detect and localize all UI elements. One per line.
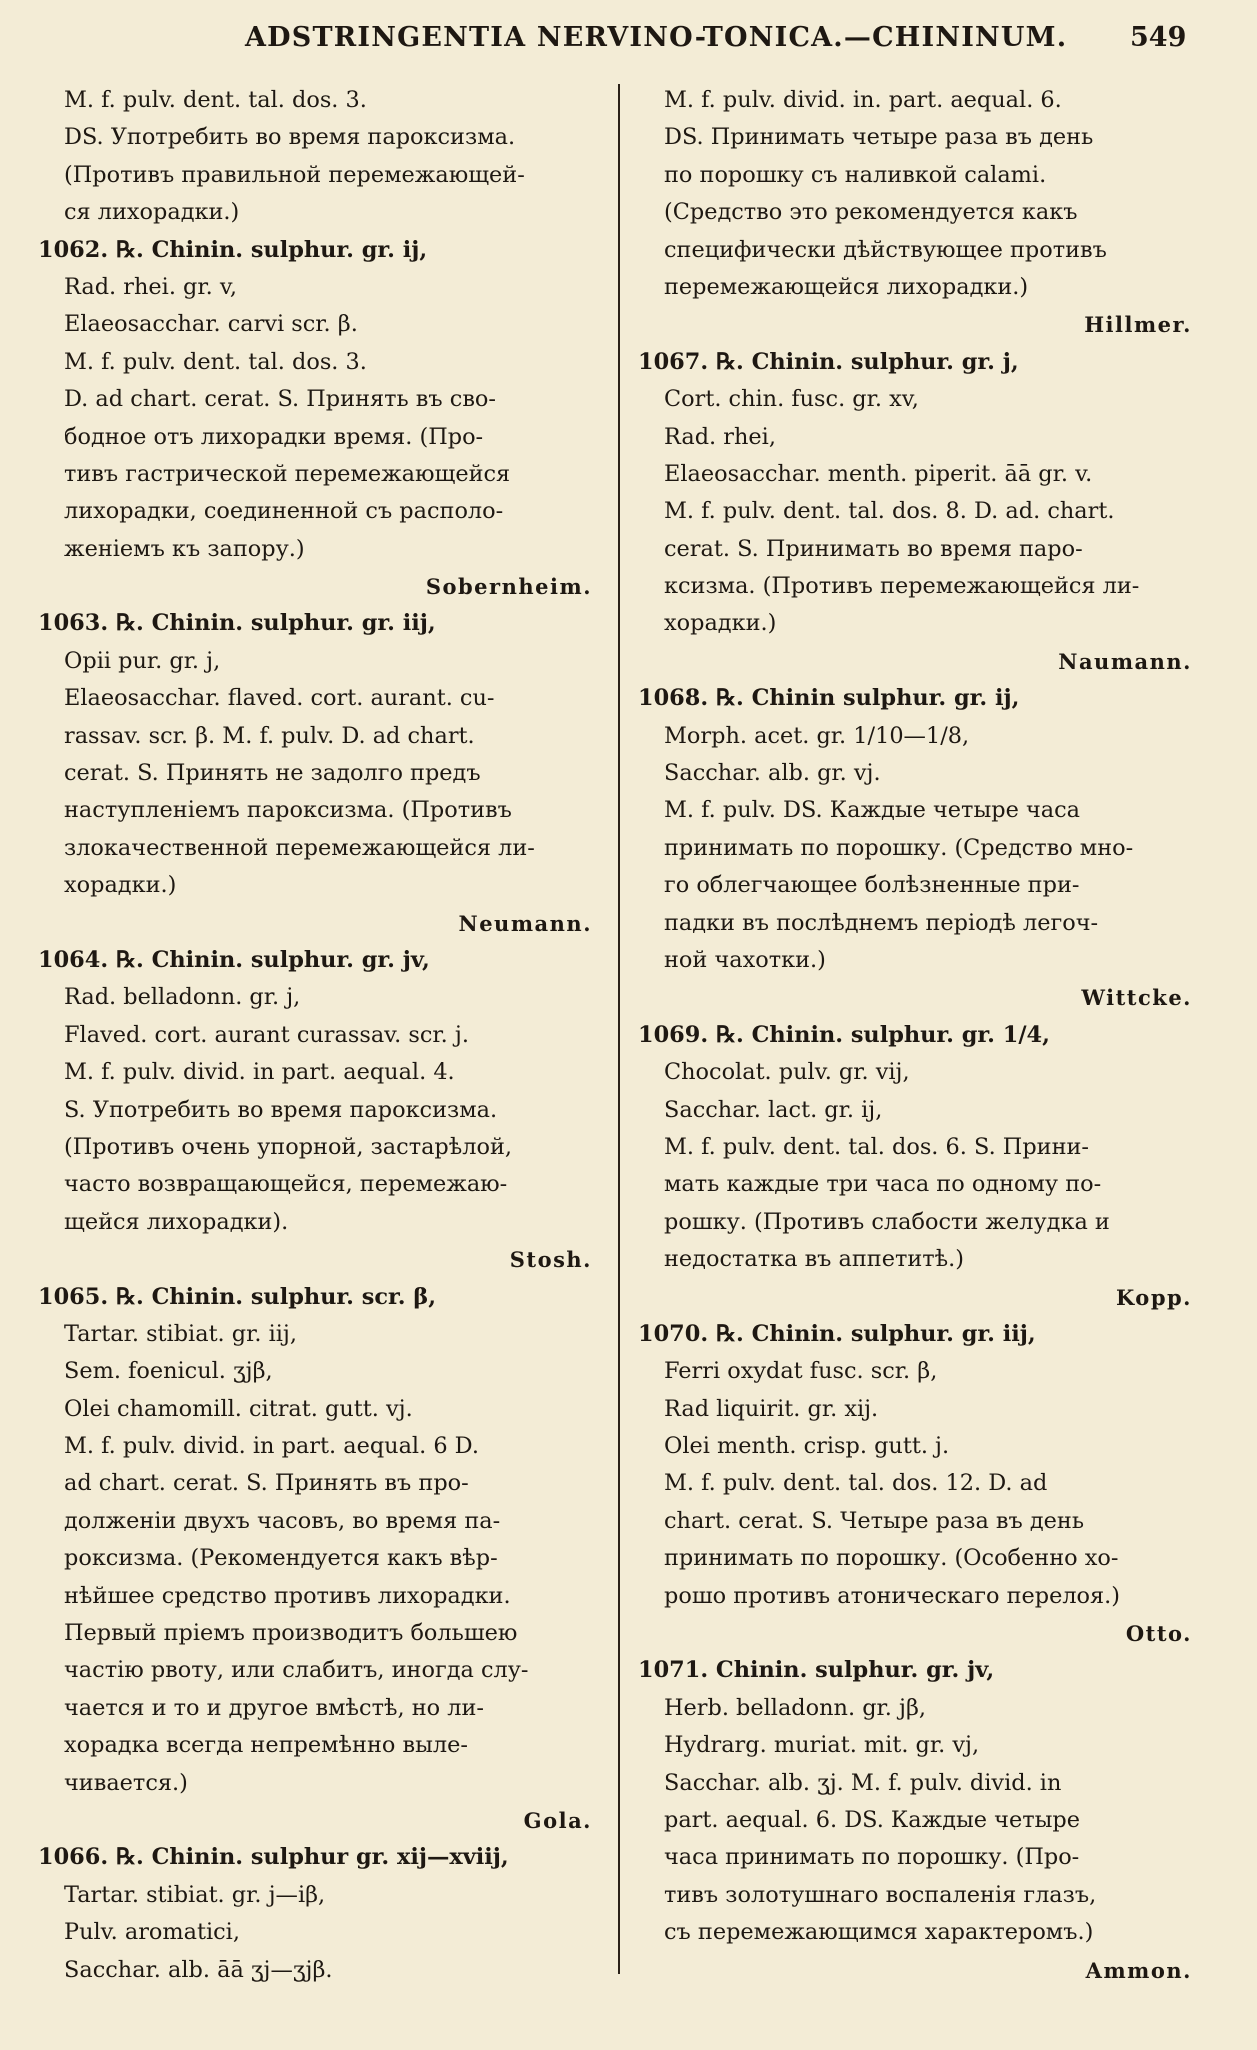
text-line: Flaved. cort. aurant curassav. scr. j.	[64, 1021, 469, 1048]
text-line: Первый пріемъ производитъ большею	[64, 1620, 518, 1647]
text-line: недостатка въ аппетитѣ.)	[664, 1246, 965, 1273]
author-attribution: Stosh.	[509, 1247, 592, 1273]
text-line: Sacchar. alb. āā ʒj—ʒjβ.	[64, 1956, 333, 1983]
text-line: Tartar. stibiat. gr. iij,	[64, 1320, 297, 1347]
running-header	[0, 22, 1257, 62]
text-line: rassav. scr. β. M. f. pulv. D. ad chart.	[64, 722, 475, 749]
header-title: ADSTRINGENTIA NERVINO-TONICA.—CHININUM.	[245, 22, 1068, 53]
text-line: Sacchar. lact. gr. ij,	[664, 1096, 883, 1123]
author-attribution: Otto.	[1125, 1621, 1192, 1647]
text-line: M. f. pulv. dent. tal. dos. 3.	[64, 87, 367, 113]
text-line: Cort. chin. fusc. gr. xv,	[664, 386, 919, 413]
text-line: (Средство это рекомендуется какъ	[664, 199, 1078, 226]
text-line: Olei menth. crisp. gutt. j.	[664, 1433, 950, 1460]
text-line: Pulv. aromatici,	[64, 1919, 240, 1946]
text-line: хорадки.)	[64, 872, 177, 899]
text-line: S. Употребить во время пароксизма.	[64, 1096, 498, 1123]
page-number: 549	[1130, 22, 1187, 53]
text-line: Rad. rhei. gr. v,	[64, 273, 237, 300]
text-line: cerat. S. Принять не задолго предъ	[64, 760, 481, 787]
text-line: Morph. acet. gr. 1/10—1/8,	[664, 722, 970, 749]
text-line: долженіи двухъ часовъ, во время па-	[64, 1507, 501, 1534]
text-line: Rad liquirit. gr. xij.	[664, 1395, 879, 1422]
prescription-heading: 1064. ℞. Chinin. sulphur. gr. jv,	[38, 946, 430, 973]
text-line: часто возвращающейся, перемежаю-	[64, 1171, 508, 1198]
text-line: мать каждые три часа по одному по-	[664, 1171, 1102, 1198]
prescription-heading: 1063. ℞. Chinin. sulphur. gr. iij,	[38, 610, 436, 637]
author-attribution: Neumann.	[458, 910, 592, 936]
prescription-heading: 1065. ℞. Chinin. sulphur. scr. β,	[38, 1283, 437, 1310]
prescription-heading: 1071. Chinin. sulphur. gr. jv,	[638, 1657, 995, 1684]
text-line: M. f. pulv. divid. in. part. aequal. 6.	[664, 87, 1062, 113]
text-line: ной чахотки.)	[664, 946, 826, 973]
text-line: ся лихорадки.)	[64, 199, 240, 226]
text-line: бодное отъ лихорадки время. (Про-	[64, 423, 484, 450]
prescription-heading: 1067. ℞. Chinin. sulphur. gr. j,	[638, 348, 1019, 375]
text-line: (Противъ правильной перемежающей-	[64, 161, 525, 188]
text-line: тивъ гастрической перемежающейся	[64, 460, 511, 487]
text-line: M. f. pulv. dent. tal. dos. 12. D. ad	[664, 1470, 1048, 1497]
text-line: рошо противъ атоническаго перелоя.)	[664, 1582, 1121, 1609]
text-line: cerat. S. Принимать во время паро-	[664, 535, 1083, 562]
text-line: хорадки.)	[664, 610, 777, 637]
column-divider	[618, 84, 620, 1974]
text-line: Herb. belladonn. gr. jβ,	[664, 1694, 927, 1721]
text-line: M. f. pulv. DS. Каждые четыре часа	[664, 797, 1081, 824]
text-line: принимать по порошку. (Средство мно-	[664, 834, 1134, 861]
text-line: Tartar. stibiat. gr. j—iβ,	[64, 1881, 326, 1908]
author-attribution: Sobernheim.	[425, 574, 592, 600]
text-line: Elaeosacchar. carvi scr. β.	[64, 311, 358, 338]
text-line: женіемъ къ запору.)	[64, 535, 305, 562]
text-line: съ перемежающимся характеромъ.)	[664, 1919, 1094, 1946]
text-line: роксизма. (Рекомендуется какъ вѣр-	[64, 1545, 498, 1572]
text-line: Opii pur. gr. j,	[64, 647, 221, 674]
text-line: наступленіемъ пароксизма. (Противъ	[64, 797, 512, 824]
text-line: Elaeosacchar. menth. piperit. āā gr. v.	[664, 460, 1093, 487]
text-line: специфически дѣйствующее противъ	[664, 236, 1107, 263]
text-line: M. f. pulv. dent. tal. dos. 6. S. Прини-	[664, 1133, 1089, 1160]
text-line: часа принимать по порошку. (Про-	[664, 1844, 1080, 1871]
text-line: чивается.)	[64, 1769, 188, 1796]
text-line: Rad. rhei,	[664, 423, 776, 450]
text-line: M. f. pulv. divid. in part. aequal. 4.	[64, 1059, 455, 1086]
text-line: chart. cerat. S. Четыре раза въ день	[664, 1507, 1085, 1534]
text-line: хорадка всегда непремѣнно выле-	[64, 1732, 468, 1759]
author-attribution: Ammon.	[1085, 1957, 1192, 1983]
text-line: лихорадки, соединенной съ располо-	[64, 498, 504, 525]
text-line: злокачественной перемежающейся ли-	[64, 834, 535, 861]
text-line: part. aequal. 6. DS. Каждые четыре	[664, 1806, 1081, 1833]
text-line: по порошку съ наливкой calami.	[664, 161, 1047, 188]
text-line: Ferri oxydat fusc. scr. β,	[664, 1358, 938, 1385]
prescription-heading: 1066. ℞. Chinin. sulphur gr. xij—xviij,	[38, 1844, 509, 1871]
text-line: DS. Употребить во время пароксизма.	[64, 124, 516, 151]
left-column	[38, 82, 598, 1989]
text-line: Hydrarg. muriat. mit. gr. vj,	[664, 1732, 980, 1759]
prescription-heading: 1069. ℞. Chinin. sulphur. gr. 1/4,	[638, 1021, 1050, 1048]
text-line: Sem. foenicul. ʒjβ,	[64, 1358, 273, 1385]
text-line: (Противъ очень упорной, застарѣлой,	[64, 1133, 513, 1160]
text-line: перемежающейся лихорадки.)	[664, 273, 1029, 300]
text-line: рошку. (Противъ слабости желудка и	[664, 1208, 1110, 1235]
prescription-heading: 1062. ℞. Chinin. sulphur. gr. ij,	[38, 236, 428, 263]
text-line: M. f. pulv. dent. tal. dos. 8. D. ad. chart.	[664, 498, 1115, 525]
text-line: Olei chamomill. citrat. gutt. vj.	[64, 1395, 413, 1422]
author-attribution: Hillmer.	[1084, 312, 1192, 338]
text-line: Sacchar. alb. ʒj. M. f. pulv. divid. in	[664, 1769, 1062, 1796]
text-line: Sacchar. alb. gr. vj.	[664, 760, 881, 787]
text-line: нѣйшее средство противъ лихорадки.	[64, 1582, 511, 1609]
text-line: DS. Принимать четыре раза въ день	[664, 124, 1094, 151]
text-line: тивъ золотушнаго воспаленія глазъ,	[664, 1881, 1097, 1908]
text-line: частію рвоту, или слабитъ, иногда слу-	[64, 1657, 529, 1684]
text-line: падки въ послѣднемъ періодѣ легоч-	[664, 909, 1099, 936]
text-line: ксизма. (Противъ перемежающейся ли-	[664, 573, 1140, 600]
prescription-heading: 1068. ℞. Chinin sulphur. gr. ij,	[638, 685, 1020, 712]
text-line: чается и то и другое вмѣстѣ, но ли-	[64, 1694, 484, 1721]
prescription-heading: 1070. ℞. Chinin. sulphur. gr. iij,	[638, 1320, 1036, 1347]
text-line: принимать по порошку. (Особенно хо-	[664, 1545, 1119, 1572]
author-attribution: Gola.	[523, 1807, 592, 1833]
text-line: го облегчающее болѣзненные при-	[664, 872, 1080, 899]
text-line: D. ad chart. cerat. S. Принять въ сво-	[64, 386, 496, 413]
text-line: M. f. pulv. divid. in part. aequal. 6 D.	[64, 1433, 479, 1460]
text-line: щейся лихорадки).	[64, 1208, 289, 1235]
right-column	[638, 82, 1198, 1989]
author-attribution: Wittcke.	[1081, 985, 1192, 1011]
author-attribution: Kopp.	[1116, 1284, 1192, 1310]
text-line: Chocolat. pulv. gr. vij,	[664, 1059, 910, 1086]
text-line: ad chart. cerat. S. Принять въ про-	[64, 1470, 469, 1497]
text-line: Elaeosacchar. flaved. cort. aurant. cu-	[64, 685, 495, 712]
author-attribution: Naumann.	[1058, 648, 1192, 674]
text-line: M. f. pulv. dent. tal. dos. 3.	[64, 348, 367, 375]
text-line: Rad. belladonn. gr. j,	[64, 984, 301, 1011]
